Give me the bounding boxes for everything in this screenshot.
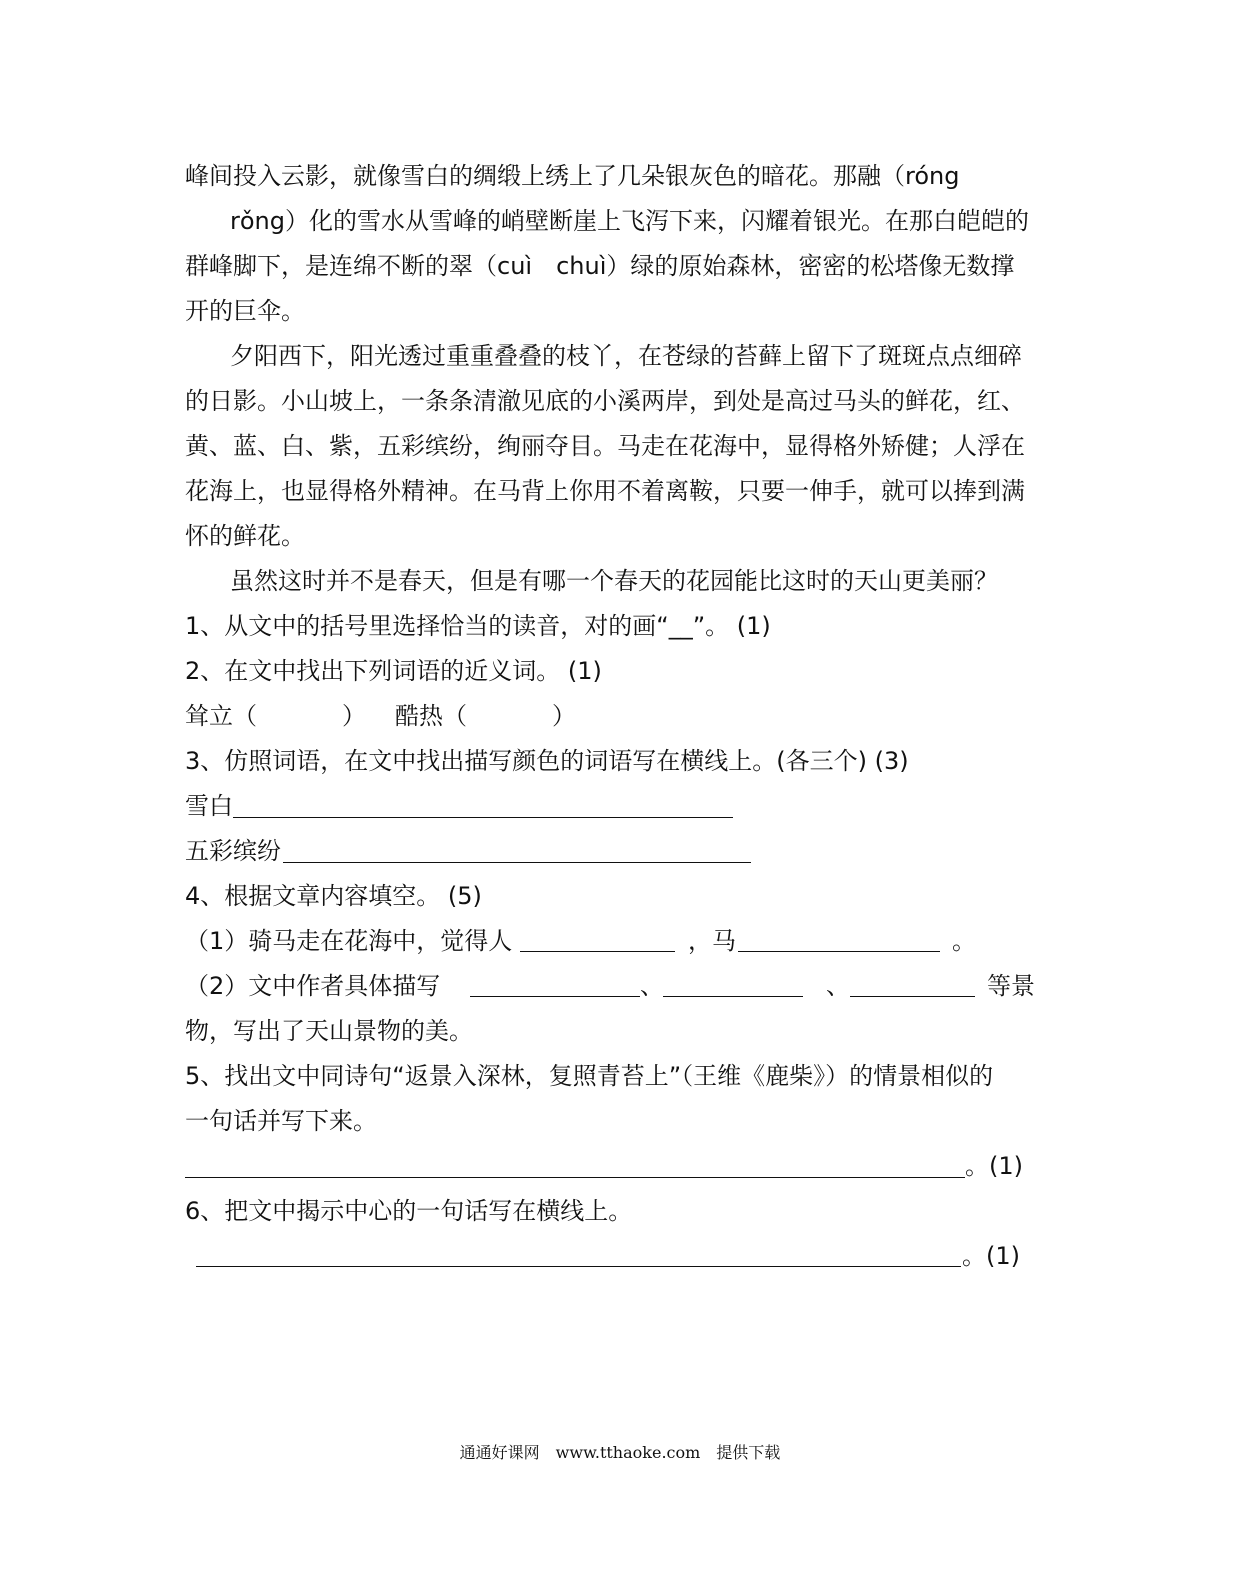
q2-word-b-close: ） <box>552 702 576 730</box>
passage-line: 虽然这时并不是春天，但是有哪一个春天的花园能比这时的天山更美丽？ <box>230 567 998 595</box>
q4-1-answer-line-a[interactable] <box>520 951 675 952</box>
q2-word-a: 耸立（ <box>185 702 257 730</box>
q3-label-a: 雪白 <box>185 792 233 820</box>
question-5: 5、找出文中同诗句“返景入深林，复照青苔上”（王维《鹿柴》）的情景相似的 <box>185 1062 994 1090</box>
q4-part-2-c: 物，写出了天山景物的美。 <box>185 1017 473 1045</box>
passage-line: 峰间投入云影，就像雪白的绸缎上绣上了几朵银灰色的暗花。那融（róng <box>185 162 960 190</box>
q3-label-b: 五彩缤纷 <box>185 837 281 865</box>
q4-part-2-b: 等景 <box>987 972 1035 1000</box>
passage-line: 夕阳西下，阳光透过重重叠叠的枝丫，在苍绿的苔藓上留下了斑斑点点细碎 <box>230 342 1022 370</box>
q6-answer-line[interactable] <box>196 1266 961 1267</box>
q4-2-answer-line-a[interactable] <box>470 996 640 997</box>
passage-line: 群峰脚下，是连绵不断的翠（cuì chuì）绿的原始森林，密密的松塔像无数撑 <box>185 252 1015 280</box>
passage-line: 开的巨伞。 <box>185 297 305 325</box>
q4-2-answer-line-b[interactable] <box>663 996 803 997</box>
question-4: 4、根据文章内容填空。 (5) <box>185 882 482 910</box>
q4-2-answer-line-c[interactable] <box>850 996 975 997</box>
q4-part-1-end: 。 <box>952 927 976 955</box>
q5-score: 。(1) <box>965 1152 1023 1180</box>
q4-part-2: （2）文中作者具体描写 <box>185 972 441 1000</box>
q5-answer-line[interactable] <box>185 1177 965 1178</box>
q6-score: 。(1) <box>962 1242 1020 1270</box>
q4-part-1: （1）骑马走在花海中，觉得人 <box>185 927 513 955</box>
question-6: 6、把文中揭示中心的一句话写在横线上。 <box>185 1197 633 1225</box>
passage-line: 的日影。小山坡上，一条条清澈见底的小溪两岸，到处是高过马头的鲜花，红、 <box>185 387 1025 415</box>
question-2: 2、在文中找出下列词语的近义词。 (1) <box>185 657 602 685</box>
question-1: 1、从文中的括号里选择恰当的读音，对的画“__”。 (1) <box>185 612 771 640</box>
q4-part-2-sep: 、 <box>826 972 850 1000</box>
q4-1-answer-line-b[interactable] <box>738 951 940 952</box>
q3-answer-line-b[interactable] <box>283 862 751 863</box>
passage-line: rǒng）化的雪水从雪峰的峭壁断崖上飞泻下来，闪耀着银光。在那白皑皑的 <box>230 207 1029 235</box>
question-5-cont: 一句话并写下来。 <box>185 1107 377 1135</box>
q2-word-b: 酷热（ <box>395 702 467 730</box>
passage-line: 花海上，也显得格外精神。在马背上你用不着离鞍，只要一伸手，就可以捧到满 <box>185 477 1025 505</box>
q4-part-2-sep: 、 <box>640 972 664 1000</box>
passage-line: 怀的鲜花。 <box>185 522 305 550</box>
footer-credit: 通通好课网 www.tthaoke.com 提供下载 <box>459 1443 781 1462</box>
passage-line: 黄、蓝、白、紫，五彩缤纷，绚丽夺目。马走在花海中，显得格外矫健；人浮在 <box>185 432 1025 460</box>
question-3: 3、仿照词语，在文中找出描写颜色的词语写在横线上。(各三个) (3) <box>185 747 909 775</box>
q4-part-1-b: ，马 <box>688 927 736 955</box>
q2-word-a-close: ） <box>342 702 366 730</box>
q3-answer-line-a[interactable] <box>233 817 733 818</box>
